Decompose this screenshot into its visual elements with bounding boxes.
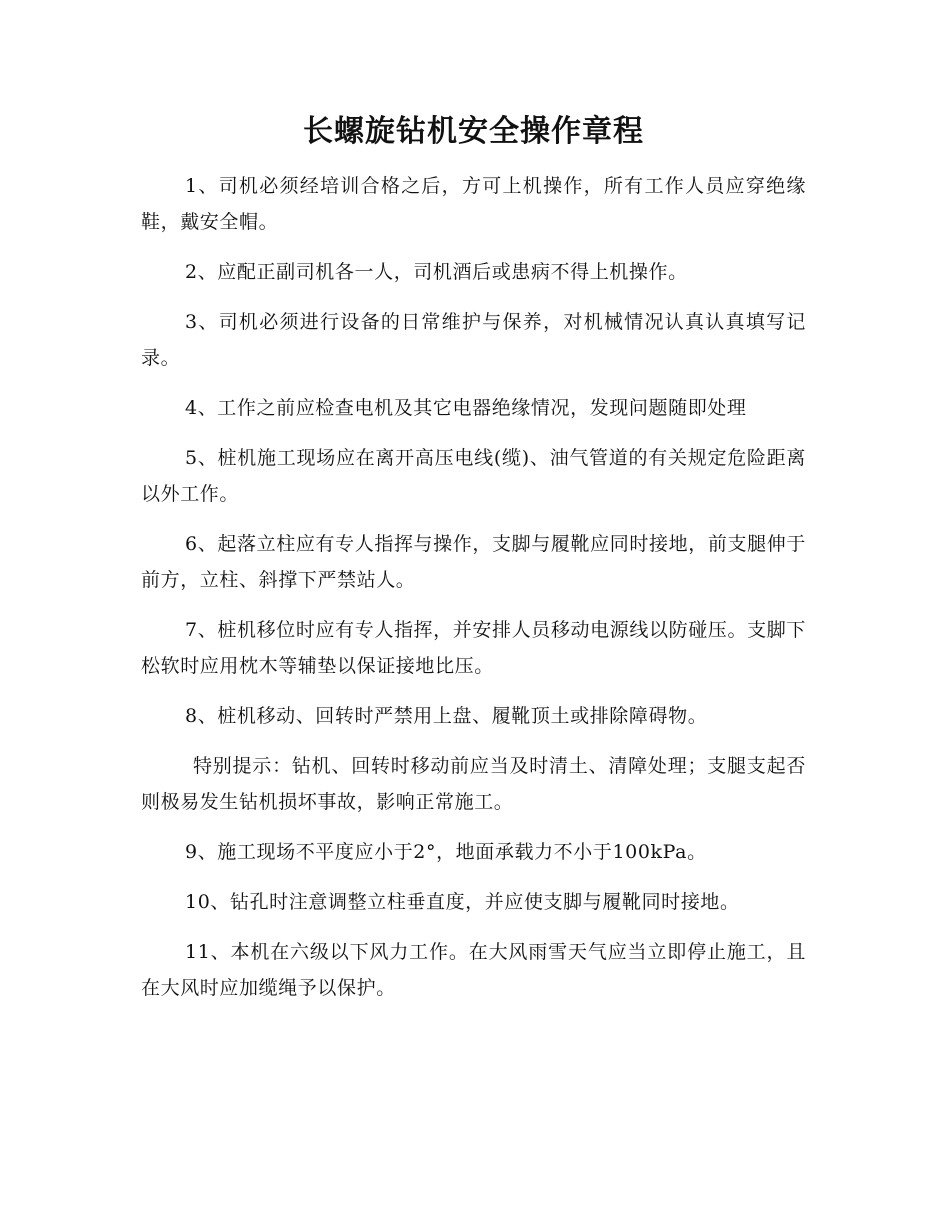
paragraph-1: 1、司机必须经培训合格之后，方可上机操作，所有工作人员应穿绝缘鞋，戴安全帽。 bbox=[141, 175, 806, 233]
paragraph-7: 7、桩机移位时应有专人指挥，并安排人员移动电源线以防碰压。支脚下松软时应用枕木等辅垫以保证接地比压。 bbox=[141, 619, 806, 677]
paragraph-5: 5、桩机施工现场应在离开高压电线(缆)、油气管道的有关规定危险距离以外工作。 bbox=[141, 447, 806, 505]
document-title: 长螺旋钻机安全操作章程 bbox=[303, 114, 644, 149]
paragraph-2: 2、应配正副司机各一人，司机酒后或患病不得上机操作。 bbox=[185, 261, 688, 283]
special-note-paragraph: 特别提示：钻机、回转时移动前应当及时清土、清障处理；支腿支起否则极易发生钻机损坏事故，影响正常施工。 bbox=[141, 755, 806, 813]
paragraph-6: 6、起落立柱应有专人指挥与操作，支脚与履靴应同时接地，前支腿伸于前方，立柱、斜撑下严禁站人。 bbox=[141, 533, 806, 591]
paragraph-4: 4、工作之前应检查电机及其它电器绝缘情况，发现问题随即处理 bbox=[185, 397, 747, 419]
paragraph-10: 10、钻孔时注意调整立柱垂直度，并应使支脚与履靴同时接地。 bbox=[185, 891, 740, 913]
paragraph-11: 11、本机在六级以下风力工作。在大风雨雪天气应当立即停止施工，且在大风时应加缆绳予以保护。 bbox=[141, 941, 806, 999]
paragraph-9: 9、施工现场不平度应小于2°，地面承载力不小于100kPa。 bbox=[185, 841, 707, 863]
document-page bbox=[141, 110, 806, 1020]
paragraph-8: 8、桩机移动、回转时严禁用上盘、履靴顶土或排除障碍物。 bbox=[185, 705, 708, 727]
paragraph-3: 3、司机必须进行设备的日常维护与保养，对机械情况认真认真填写记录。 bbox=[141, 311, 806, 369]
